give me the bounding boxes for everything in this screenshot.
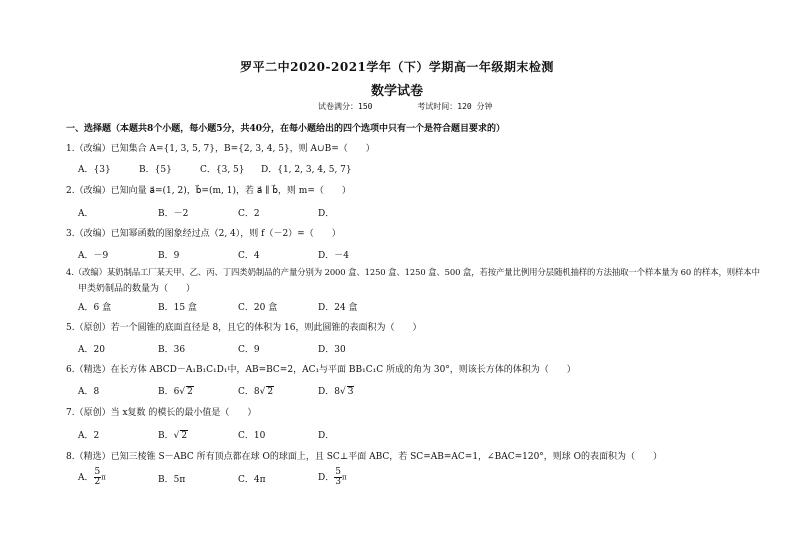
option-d: D．30 — [318, 345, 346, 355]
option-a: A． — [78, 209, 94, 219]
option-c: C．4 — [238, 251, 260, 261]
denominator: 3 — [335, 477, 341, 487]
question-4-stem: 4.（改编）某奶制品工厂某天甲、乙、丙、丁四类奶制品的产量分别为 2000 盒、1250 盒、1250 盒、500 盒，若按产量比例用分层随机抽样的方法抽取一个样本量为 60 的样本，则样本中 — [66, 267, 760, 277]
option-c: C．{3, 5} — [200, 165, 245, 175]
option-a-label: A． — [78, 473, 94, 483]
option-d: D．－4 — [318, 251, 349, 261]
option-d: D．{1, 2, 3, 4, 5, 7} — [261, 165, 352, 175]
time-label: 考试时间：120 分钟 — [417, 102, 493, 111]
option-b-label: B． — [158, 431, 174, 441]
option-b: B．15 盒 — [158, 303, 197, 313]
question-7-stem: 7.（原创）当 x复数 的模长的最小值是（ ） — [66, 408, 257, 418]
question-8-stem: 8.（精选）已知三棱锥 S－ABC 所有顶点都在球 O的球面上，且 SC⊥平面 ABC，若 SC=AB=AC=1，∠BAC=120°，则球 O的表面积为（ ） — [66, 452, 663, 462]
numerator: 5 — [335, 467, 341, 477]
option-d — [318, 384, 354, 397]
pi-symbol: π — [341, 473, 347, 482]
score-label: 试卷满分：150 — [318, 102, 373, 111]
question-5-stem: 5.（原创）若一个圆锥的底面直径是 8，且它的体积为 16，则此圆锥的表面积为（ ） — [66, 323, 422, 333]
option-a: A．6 盒 — [78, 303, 112, 313]
option-c: C．9 — [238, 345, 260, 355]
option-d-label: D．8 — [318, 387, 340, 397]
question-3-stem: 3.（改编）已知幂函数的图象经过点（2, 4），则 f（－2）=（ ） — [66, 229, 341, 239]
option-c: C．10 — [238, 431, 266, 441]
option-d-label: D． — [318, 473, 335, 483]
option-b-label: B．6 — [158, 387, 180, 397]
option-c — [238, 384, 274, 397]
option-c-label: C．8 — [238, 387, 260, 397]
option-b: B．5π — [158, 475, 186, 485]
option-a: A．－9 — [78, 251, 109, 261]
option-b: B．9 — [158, 251, 180, 261]
option-b-radicand: 2 — [187, 387, 193, 397]
sqrt-sign: √ — [179, 387, 186, 397]
section-heading: 一、选择题（本题共8个小题，每小题5分，共40分，在每小题给出的四个选项中只有一个是符合题目要求的） — [66, 124, 506, 134]
option-d — [318, 468, 347, 487]
option-b — [158, 428, 188, 441]
question-1-stem: 1.（改编）已知集合 A={1, 3, 5, 7}，B={2, 3, 4, 5}，则 A∪B=（ ） — [66, 144, 375, 154]
pi-symbol: π — [101, 473, 106, 482]
option-b-radicand: 2 — [181, 431, 188, 441]
fraction — [334, 468, 342, 487]
option-a: A．8 — [78, 387, 100, 397]
option-a: A．{3} — [78, 165, 111, 175]
exam-meta — [318, 101, 533, 112]
option-b: B．36 — [158, 345, 186, 355]
option-d: D．24 盒 — [318, 303, 358, 313]
option-b: B．－2 — [158, 209, 189, 219]
option-a: A．20 — [78, 345, 105, 355]
option-d: D． — [318, 431, 335, 441]
option-b: B．{5} — [139, 165, 172, 175]
question-4-stem-cont: 甲类奶制品的数量为（ ） — [78, 284, 196, 294]
option-c: C．20 盒 — [238, 303, 278, 313]
option-c-radicand: 2 — [267, 387, 274, 397]
option-c: C．2 — [238, 209, 260, 219]
option-d: D． — [318, 209, 335, 219]
option-a — [78, 468, 106, 487]
option-c: C．4π — [238, 475, 266, 485]
question-2-stem: 2.（改编）已知向量 a⃗=(1, 2)，b⃗=(m, 1)，若 a⃗ ∥ b⃗，则 m=（ ） — [66, 186, 351, 196]
sqrt-sign: √ — [259, 387, 266, 397]
page-subtitle: 数学试卷 — [370, 84, 423, 99]
sqrt-sign: √ — [339, 387, 346, 397]
option-b — [158, 384, 194, 397]
option-d-radicand: 3 — [347, 387, 354, 397]
question-6-stem: 6.（精选）在长方体 ABCD－A₁B₁C₁D₁中，AB=BC=2，AC₁与平面 BB₁C₁C 所成的角为 30°，则该长方体的体积为（ ） — [66, 365, 576, 375]
denominator: 2 — [94, 477, 101, 487]
sqrt-sign: √ — [173, 431, 180, 441]
option-a: A．2 — [78, 431, 100, 441]
numerator: 5 — [94, 467, 101, 477]
page-title: 罗平二中2020-2021学年（下）学期高一年级期末检测 — [240, 60, 554, 74]
